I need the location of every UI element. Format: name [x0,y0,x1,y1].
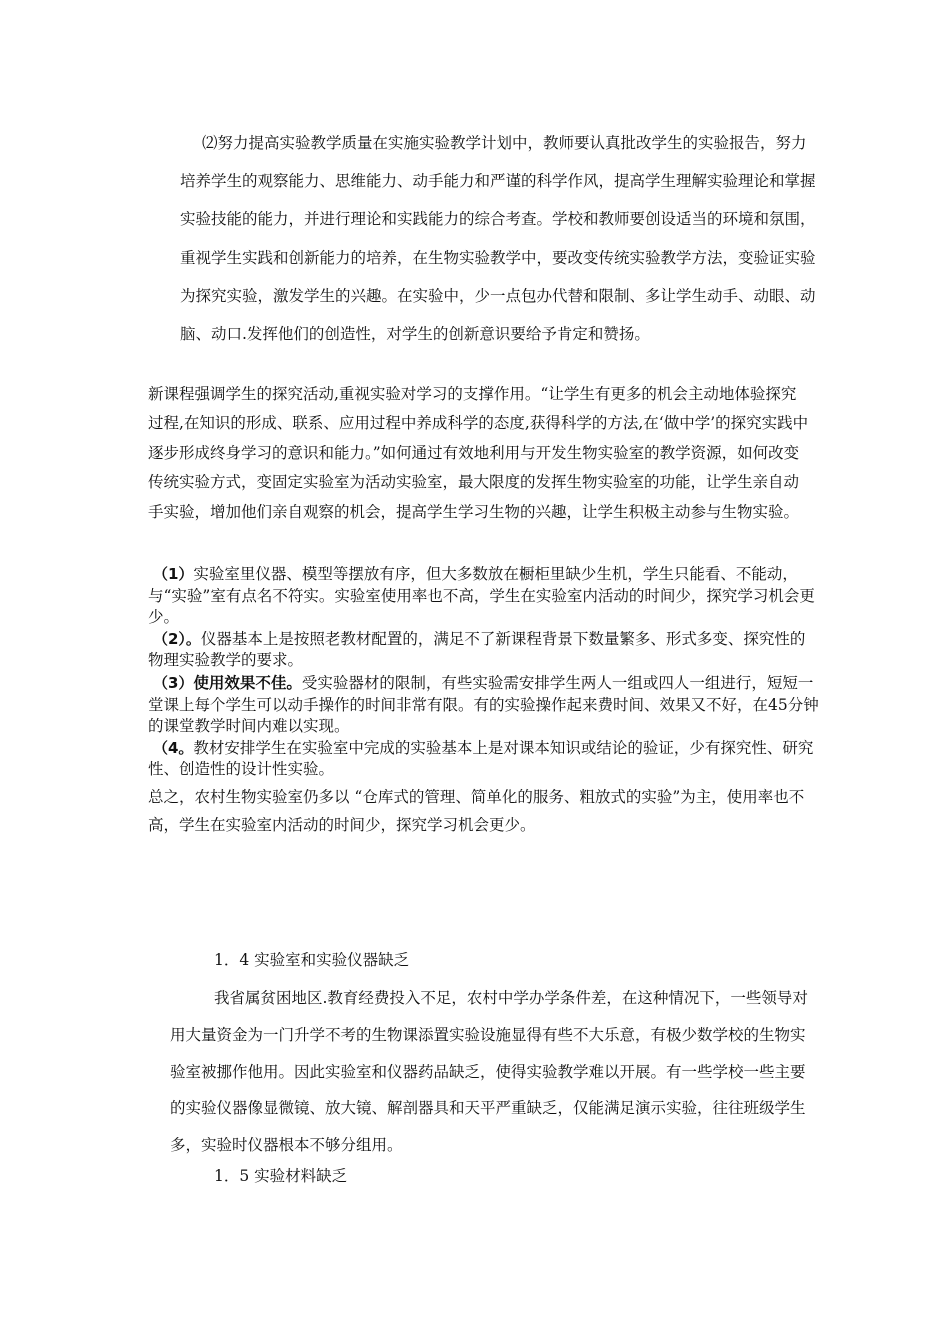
list-item [148,738,820,781]
list-item-text: 实验室里仪器、模型等摆放有序，但大多数放在橱柜里缺少生机，学生只能看、不能动，与“实验”室有点名不符实。实验室使用率也不高，学生在实验室内活动的时间少，探究学习机会更少。 [148,565,815,627]
section-heading-1-5: 1．5 实验材料缺乏 [214,1167,348,1185]
list-item-text: 仪器基本上是按照老教材配置的，满足不了新课程背景下数量繁多、形式多变、探究性的物理实验教学的要求。 [148,629,806,670]
section-heading-1-4: 1．4 实验室和实验仪器缺乏 [214,951,410,969]
section-experiment-teaching-quality [180,124,820,353]
section-lab-shortage [170,980,810,1164]
list-item-number: （2）。 [152,629,201,648]
section-new-curriculum [148,380,810,527]
list-item-text: 教材安排学生在实验室中完成的实验基本上是对课本知识或结论的验证，少有探究性、研究性、创造性的设计性实验。 [148,738,814,779]
paragraph-summary: 总之，农村生物实验室仍多以 “仓库式的管理、简单化的服务、粗放式的实验”为主，使用率也不高，学生在实验室内活动的时间少，探究学习机会更少。 [148,787,805,834]
paragraph-lab-shortage: 我省属贫困地区.教育经费投入不足，农村中学办学条件差，在这种情况下，一些领导对用大量资金为一门升学不考的生物课添置实验设施显得有些不大乐意，有极少数学校的生物实验室被挪作他用。因此实验室和仪器药品缺乏，使得实验教学难以开展。有一些学校一些主要的实验仪器像显微镜、放大镜、解剖器具和天平严重缺乏，仅能满足演示实验，往往班级学生多，实验时仪器根本不够分组用。 [170,989,808,1155]
section-lab-problems [148,564,820,839]
paragraph-new-curriculum: 新课程强调学生的探究活动,重视实验对学习的支撑作用。“让学生有更多的机会主动地体验探究过程,在知识的形成、联系、应用过程中养成科学的态度,获得科学的方法,在‘做中学’的探究实践中逐步形成终身学习的意识和能力。”如何通过有效地利用与开发生物实验室的教学资源，如何改变传统实验方式，变固定实验室为活动实验室，最大限度的发挥生物实验室的功能，让学生亲自动手实验，增加他们亲自观察的机会，提高学生学习生物的兴趣，让学生积极主动参与生物实验。 [148,385,809,521]
list-item-number: （4。 [152,738,194,757]
list-item-number: （3） [152,673,194,692]
paragraph-teaching-quality: ⑵努力提高实验教学质量在实施实验教学计划中，教师要认真批改学生的实验报告，努力培养学生的观察能力、思维能力、动手能力和严谨的科学作风，提高学生理解实验理论和掌握实验技能的能力，并进行理论和实践能力的综合考查。学校和教师要创设适当的环境和氛围，重视学生实践和创新能力的培养，在生物实验教学中，要改变传统实验教学方法，变验证实验为探究实验，激发学生的兴趣。在实验中，少一点包办代替和限制、多让学生动手、动眼、动脑、动口.发挥他们的创造性，对学生的创新意识要给予肯定和赞扬。 [180,134,816,344]
list-item [148,629,820,672]
list-item-text: 受实验器材的限制，有些实验需安排学生两人一组或四人一组进行，短短一堂课上每个学生可以动手操作的时间非常有限。有的实验操作起来费时间、效果又不好，在45分钟的课堂教学时间内难以实现。 [148,673,819,736]
list-item-bold-label: 使用效果不佳。 [193,672,302,692]
list-item-number: （1） [152,565,194,583]
list-item [148,564,820,629]
list-item [148,672,820,738]
